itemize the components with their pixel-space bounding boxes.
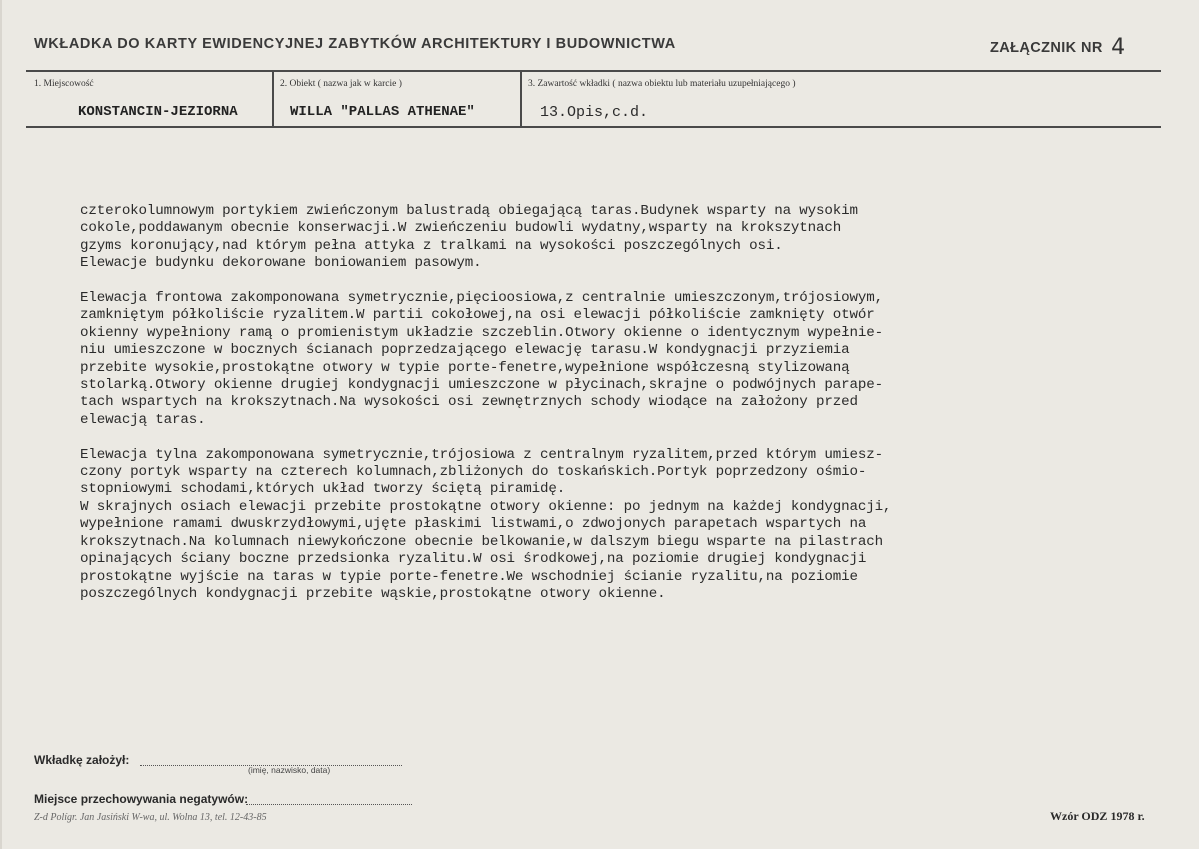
negatives-location-label: Miejsce przechowywania negatywów: (34, 792, 249, 806)
form-title: WKŁADKA DO KARTY EWIDENCYJNEJ ZABYTKÓW ARCHITEKTURY I BUDOWNICTWA (34, 36, 676, 52)
object-label: 2. Obiekt ( nazwa jak w karcie ) (280, 79, 402, 89)
description-text (80, 203, 1120, 621)
paragraph-rear-elevation: Elewacja tylna zakomponowana symetrycznie,trójosiowa z centralnym ryzalitem,przed którym umiesz- czony portyk wsparty na czterech kolumnach,zbliżonych do toskańskich.Portyk poprzedzony ośmio- stopniowymi schodami,których układ tworzy ściętą piramidę. (80, 446, 883, 498)
contents-value: 13.Opis,c.d. (540, 104, 649, 121)
locality-label: 1. Miejscowość (34, 79, 94, 89)
negatives-location-line (246, 803, 412, 805)
form-model: Wzór ODZ 1978 r. (1050, 809, 1145, 823)
attachment-number-value: 4 (1111, 35, 1126, 60)
contents-label: 3. Zawartość wkładki ( nazwa obiektu lub materiału uzupełniającego ) (528, 79, 796, 89)
field-separator-1 (272, 70, 274, 127)
printer-imprint: Z-d Polígr. Jan Jasiński W-wa, ul. Wolna 13, tel. 12-43-85 (34, 812, 267, 823)
paragraph-rear-openings: W skrajnych osiach elewacji przebite prostokątne otwory okienne: po jednym na każdej kondygnacji, wypełnione ramami dwuskrzydłowymi,ujęte płaskimi listwami,o zdwojonych parapetach wspartych na krokszytnach.Na kolumnach niewykończone obecnie belkowanie,w dalszym biegu wsparte na pilastrach opinających ściany boczne przedsionka ryzalitu.W osi środkowej,na poziomie drugiej kondygnacji prostokątne wyjście na taras w typie porte-fenetre.We wschodniej ścianie ryzalitu,na poziomie poszczególnych kondygnacji przebite wąskie,prostokątne otwory okienne. (80, 498, 892, 602)
paragraph-front-elevation: Elewacja frontowa zakomponowana symetrycznie,pięcioosiowa,z centralnie umieszczonym,trójosiowym, zamkniętym półkoliście ryzalitem.W partii cokołowej,na osi elewacji półkoliście zamknięty otwór okienny wypełniony ramą o promienistym układzie szczeblin.Otwory okienne o identycznym wypełnie- niu umieszczone w bocznych ścianach poprzedzającego elewację tarasu.W kondygnacji przyziemia przebite wysokie,prostokątne otwory w typie porte-fenetre,wypełnione współczesną stylizowaną stolarką.Otwory okienne drugiej kondygnacji umieszczone w płycinach,skrajne o podwójnych parape- tach wspartych na krokszytnach.Na wysokości osi zewnętrznych schody wiodące na założony przed elewacją taras. (80, 290, 883, 428)
locality-value: KONSTANCIN-JEZIORNA (78, 104, 238, 120)
field-separator-2 (520, 70, 522, 127)
insert-by-caption: (imię, nazwisko, data) (248, 765, 331, 775)
header-top-rule (26, 70, 1161, 72)
object-value: WILLA "PALLAS ATHENAE" (290, 104, 475, 120)
paragraph-roof: czterokolumnowym portykiem zwieńczonym balustradą obiegającą taras.Budynek wsparty na wysokim cokole,poddawanym obecnie konserwacji.W zwieńczeniu budowli wydatny,wsparty na krokszytnach gzyms koronujący,nad którym pełna attyka z tralkami na wysokości poszczególnych osi. Elewacje budynku dekorowane boniowaniem pasowym. (80, 203, 858, 272)
insert-by-label: Wkładkę założył: (34, 753, 130, 767)
attachment-number (990, 33, 1126, 58)
header-bottom-rule (26, 126, 1161, 128)
attachment-label: ZAŁĄCZNIK NR (990, 40, 1103, 56)
